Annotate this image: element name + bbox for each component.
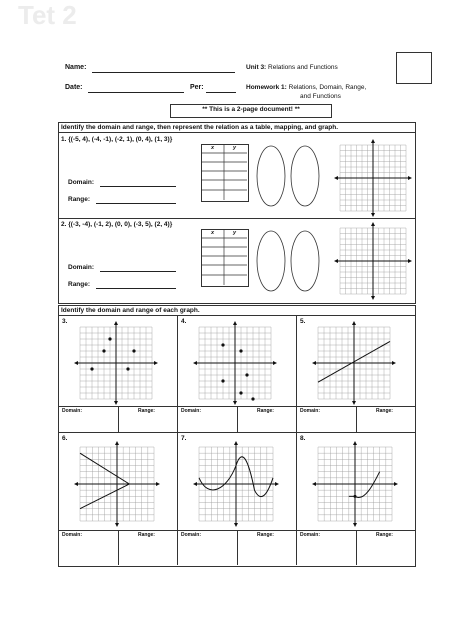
unit-bold: Unit 3: [246, 64, 267, 71]
table-1-x-header: x [211, 145, 215, 151]
graph-7-number: 7. [181, 435, 187, 442]
y-arrow-up [371, 222, 375, 226]
data-point [239, 349, 242, 352]
y-arrow-up [233, 321, 237, 325]
table-2-y-header: y [233, 230, 237, 236]
problem-1-grid[interactable] [334, 139, 412, 217]
graph-8 [312, 441, 398, 527]
a-div-1 [118, 406, 119, 432]
problem-2-domain-label: Domain: [68, 264, 94, 271]
y-arrow-up [352, 321, 356, 325]
graph-6 [74, 441, 160, 527]
problem-1-range-label: Range: [68, 196, 91, 203]
graph-3-number: 3. [62, 318, 68, 325]
graph-3 [74, 321, 160, 405]
part2-col-divider-1 [177, 315, 178, 565]
a-div-4 [118, 530, 119, 565]
problem-1-domain-field[interactable] [100, 186, 176, 187]
x-arrow-left [193, 361, 197, 365]
homework-line [246, 84, 366, 91]
x-arrow-left [193, 482, 197, 486]
xy-table-2[interactable] [201, 229, 249, 287]
graph-8-number: 8. [300, 435, 306, 442]
graph-4 [193, 321, 279, 405]
graph-5 [312, 321, 398, 405]
g4-domain-label: Domain: [181, 408, 201, 414]
homework-bold: Homework 1: [246, 84, 287, 91]
y-arrow-up [234, 441, 238, 445]
ghost-watermark: Tet 2 [18, 0, 77, 30]
g6-domain-label: Domain: [62, 532, 82, 538]
g3-domain-label: Domain: [62, 408, 82, 414]
data-point [239, 391, 242, 394]
data-point [90, 367, 93, 370]
part1-instruction: Identify the domain and range, then represent the relation as a table, mapping, and graph. [61, 124, 339, 131]
g5-domain-label: Domain: [300, 408, 320, 414]
graph-6-number: 6. [62, 435, 68, 442]
table-2-x-header: x [211, 230, 215, 236]
x-arrow-left [312, 361, 316, 365]
x-arrow-right [408, 176, 412, 180]
score-box [396, 52, 432, 84]
x-arrow-right [154, 361, 158, 365]
x-arrow-right [392, 361, 396, 365]
part1-divider-top [58, 132, 415, 133]
unit-text: Relations and Functions [268, 64, 338, 71]
problem-2-grid[interactable] [334, 222, 412, 300]
data-point [102, 349, 105, 352]
g8-range-label: Range: [376, 532, 393, 538]
y-arrow-down [115, 523, 119, 527]
a-div-3 [356, 406, 357, 432]
y-arrow-up [115, 441, 119, 445]
notice-text: ** This is a 2-page document! ** [202, 106, 300, 113]
graph-7 [193, 441, 279, 527]
x-arrow-right [394, 482, 398, 486]
problem-2-range-label: Range: [68, 281, 91, 288]
data-point [132, 349, 135, 352]
data-point [251, 397, 254, 400]
part2-divider-top [58, 315, 415, 316]
problem-2-range-field[interactable] [96, 288, 176, 289]
g7-domain-label: Domain: [181, 532, 201, 538]
problem-1-range-field[interactable] [96, 203, 176, 204]
x-arrow-right [273, 361, 277, 365]
a-div-6 [356, 530, 357, 565]
g5-range-label: Range: [376, 408, 393, 414]
x-arrow-left [74, 482, 78, 486]
date-label: Date: [65, 84, 83, 91]
y-arrow-up [371, 139, 375, 143]
part2-instruction: Identify the domain and range of each graph. [61, 307, 200, 314]
homework-text-1: Relations, Domain, Range, [288, 84, 367, 91]
data-point [221, 379, 224, 382]
y-arrow-down [114, 401, 118, 405]
data-point [108, 337, 111, 340]
g6-range-label: Range: [138, 532, 155, 538]
y-arrow-down [234, 523, 238, 527]
part1-divider-mid [58, 218, 415, 219]
data-point [221, 343, 224, 346]
graph-5-number: 5. [300, 318, 306, 325]
g3-range-label: Range: [138, 408, 155, 414]
problem-2-label: 2. {(-3, -4), (-1, 2), (0, 0), (-3, 5), (2, 4)} [61, 221, 173, 228]
data-point [245, 373, 248, 376]
problem-1-label: 1. {(-5, 4), (-4, -1), (-2, 1), (0, 4), (1, 3)} [61, 136, 173, 143]
table-1-y-header: y [233, 145, 237, 151]
xy-table-1[interactable] [201, 144, 249, 202]
x-arrow-left [74, 361, 78, 365]
x-arrow-right [408, 259, 412, 263]
y-arrow-up [114, 321, 118, 325]
name-field[interactable] [92, 72, 235, 73]
y-arrow-down [371, 296, 375, 300]
name-label: Name: [65, 64, 87, 71]
problem-2-domain-field[interactable] [100, 271, 176, 272]
per-label: Per: [190, 84, 204, 91]
x-arrow-right [275, 482, 279, 486]
homework-text-2: and Functions [300, 93, 341, 100]
x-arrow-left [334, 176, 338, 180]
x-arrow-right [156, 482, 160, 486]
a-div-5 [237, 530, 238, 565]
per-field[interactable] [206, 92, 236, 93]
graph-4-number: 4. [181, 318, 187, 325]
date-field[interactable] [88, 92, 184, 93]
part2-divider-mid [58, 432, 415, 433]
y-arrow-down [353, 523, 357, 527]
g7-range-label: Range: [257, 532, 274, 538]
part2-col-divider-2 [296, 315, 297, 565]
g4-range-label: Range: [257, 408, 274, 414]
x-arrow-left [334, 259, 338, 263]
y-arrow-down [352, 401, 356, 405]
unit-line [246, 64, 338, 71]
g8-domain-label: Domain: [300, 532, 320, 538]
problem-1-domain-label: Domain: [68, 179, 94, 186]
y-arrow-down [233, 401, 237, 405]
a-div-2 [237, 406, 238, 432]
x-arrow-left [312, 482, 316, 486]
data-point [126, 367, 129, 370]
y-arrow-down [371, 213, 375, 217]
y-arrow-up [353, 441, 357, 445]
